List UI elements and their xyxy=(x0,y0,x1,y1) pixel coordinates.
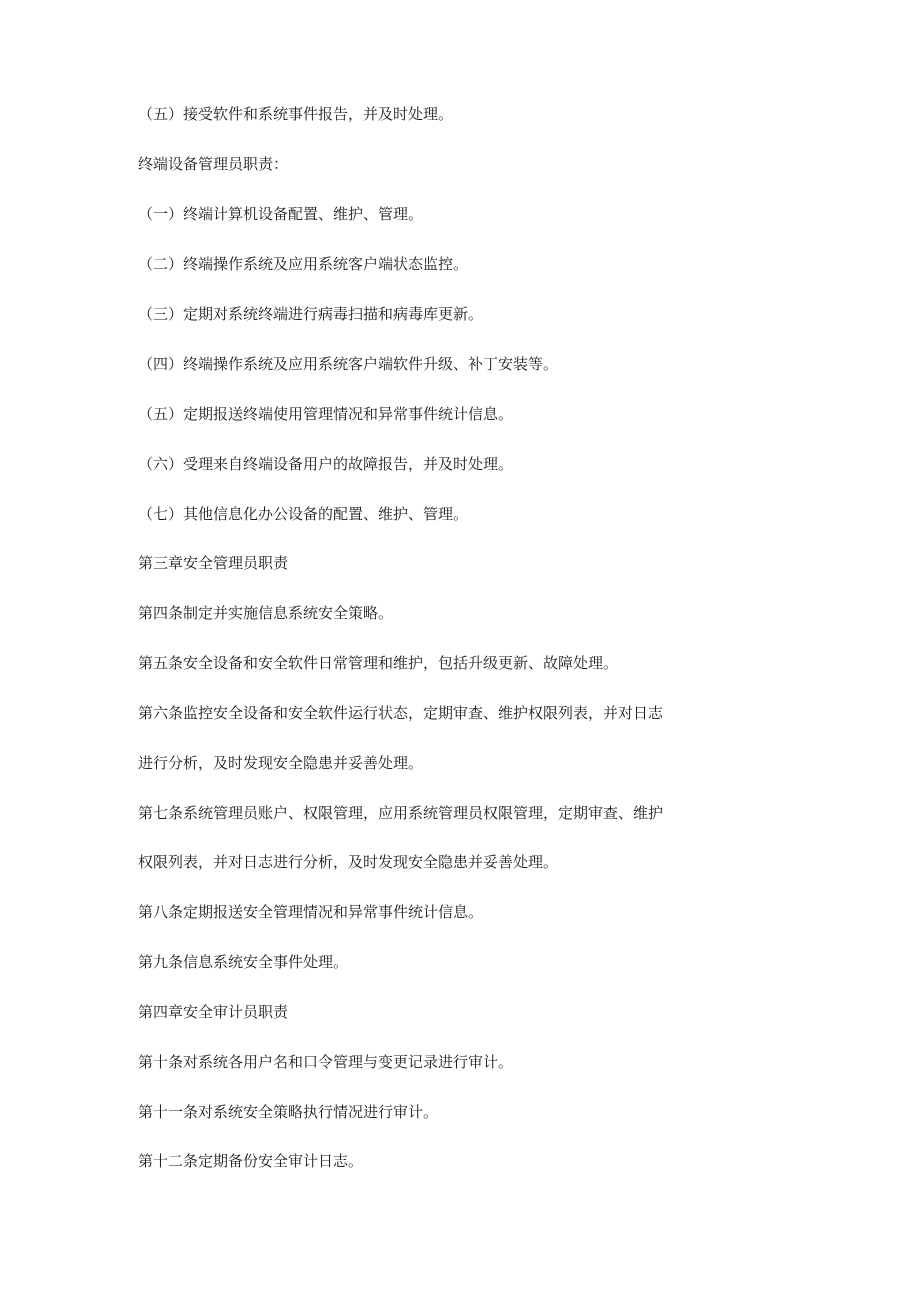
list-item: （二）终端操作系统及应用系统客户端状态监控。 xyxy=(138,255,469,273)
article-paragraph: 第十条对系统各用户名和口令管理与变更记录进行审计。 xyxy=(138,1053,514,1071)
article-paragraph: 第十一条对系统安全策略执行情况进行审计。 xyxy=(138,1103,439,1121)
article-paragraph: 第八条定期报送安全管理情况和异常事件统计信息。 xyxy=(138,903,484,921)
list-item: （五）定期报送终端使用管理情况和异常事件统计信息。 xyxy=(138,405,514,423)
article-paragraph: 第九条信息系统安全事件处理。 xyxy=(138,953,349,971)
article-paragraph: 第十二条定期备份安全审计日志。 xyxy=(138,1152,364,1170)
section-heading: 终端设备管理员职责： xyxy=(138,155,289,173)
list-item: （四）终端操作系统及应用系统客户端软件升级、补丁安装等。 xyxy=(138,355,559,373)
list-item: （七）其他信息化办公设备的配置、维护、管理。 xyxy=(138,505,469,523)
article-paragraph-continuation: 权限列表，并对日志进行分析，及时发现安全隐患并妥善处理。 xyxy=(138,853,559,871)
list-item: （三）定期对系统终端进行病毒扫描和病毒库更新。 xyxy=(138,305,484,323)
list-item: （一）终端计算机设备配置、维护、管理。 xyxy=(138,205,424,223)
list-item: （六）受理来自终端设备用户的故障报告，并及时处理。 xyxy=(138,455,514,473)
article-paragraph: 第五条安全设备和安全软件日常管理和维护，包括升级更新、故障处理。 xyxy=(138,654,619,672)
article-paragraph: 第六条监控安全设备和安全软件运行状态，定期审查、维护权限列表，并对日志 xyxy=(138,704,664,722)
article-paragraph-continuation: 进行分析，及时发现安全隐患并妥善处理。 xyxy=(138,754,424,772)
article-paragraph: 第四条制定并实施信息系统安全策略。 xyxy=(138,604,394,622)
article-paragraph: 第七条系统管理员账户、权限管理，应用系统管理员权限管理，定期审查、维护 xyxy=(138,804,664,822)
chapter-heading: 第三章安全管理员职责 xyxy=(138,554,289,572)
chapter-heading: 第四章安全审计员职责 xyxy=(138,1003,289,1021)
list-item: （五）接受软件和系统事件报告，并及时处理。 xyxy=(138,105,454,123)
